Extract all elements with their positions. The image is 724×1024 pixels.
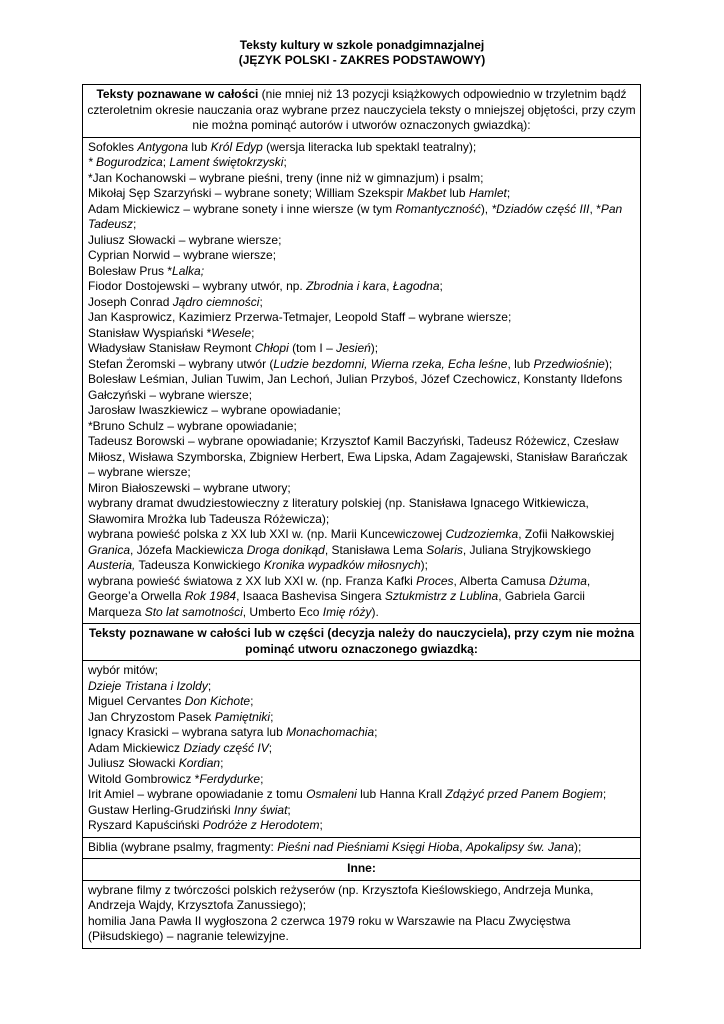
list-item-title: Lalka;	[172, 263, 205, 278]
list-item-text: wybrane filmy z twórczości polskich reżyserów (np. Krzysztofa Kieślowskiego, Andrzeja Munka,	[88, 882, 594, 897]
list-item-text: , Stanisława Lema	[324, 542, 427, 557]
list-item-text: Stanisław Wyspiański *	[88, 325, 212, 340]
list-item-text: Adam Mickiewicz	[88, 740, 184, 755]
list-item-text: Irit Amiel – wybrane opowiadanie z tomu	[88, 787, 307, 801]
section4-header	[83, 858, 640, 880]
list-item	[88, 248, 635, 264]
list-item-text: Jarosław Iwaszkiewicz – wybrane opowiadanie;	[88, 403, 341, 417]
list-item-title: Pamiętniki	[214, 709, 271, 724]
list-item-text: ;	[259, 294, 263, 309]
list-item-text: , Gabriela Garcii	[498, 589, 585, 603]
list-item-text: ;	[439, 279, 443, 293]
list-item-title: Ferdydurke	[199, 771, 261, 786]
list-item	[88, 694, 635, 710]
list-item-text: ).	[371, 604, 379, 619]
list-item	[88, 403, 635, 419]
list-item	[88, 679, 635, 695]
list-item-title: Apokalipsy św. Jana	[465, 839, 575, 854]
list-item-text: ,	[386, 279, 393, 293]
list-item-title: Zbrodnia i kara	[306, 279, 387, 293]
list-item-title: Droga donikąd	[246, 542, 325, 557]
list-item	[88, 171, 635, 187]
list-item-text: Joseph Conrad	[88, 294, 173, 309]
list-item-text: , Umberto Eco	[242, 604, 323, 619]
list-item-title: Osmaleni	[306, 787, 357, 801]
list-item	[88, 140, 635, 156]
list-item-title: Romantyczność	[395, 201, 481, 216]
list-item-text: ;	[220, 756, 224, 770]
list-item-text: , Juliana Stryjkowskiego	[462, 542, 591, 557]
list-item-title: Solaris	[426, 542, 463, 557]
list-item-text: ;	[162, 155, 170, 169]
list-item-text: Andrzeja Wajdy, Krzysztofa Zanussiego);	[88, 898, 307, 912]
list-item-title: Król Edyp	[210, 139, 263, 154]
list-item-title: Inny świat	[234, 802, 288, 817]
list-item-text: Ryszard Kapuściński	[88, 818, 203, 832]
list-item	[88, 883, 635, 899]
section2-list	[83, 660, 640, 837]
list-item-title: Hamlet	[468, 186, 507, 200]
list-item	[88, 725, 635, 741]
list-item-title: Jesień	[336, 341, 371, 355]
list-item-text: , *	[589, 201, 601, 216]
list-item-text: Gustaw Herling-Grudziński	[88, 802, 235, 817]
list-item	[88, 818, 635, 834]
section1-header-bold: Teksty poznawane w całości	[96, 87, 259, 101]
list-item-text: );	[604, 356, 613, 371]
list-item-text: *Bruno Schulz – wybrane opowiadanie;	[88, 418, 297, 433]
list-item	[88, 388, 635, 404]
list-item-text: lub	[446, 186, 469, 200]
list-item-text: ;	[250, 694, 254, 708]
content-table	[82, 84, 641, 949]
section2-header	[83, 623, 640, 660]
list-item-text: *Jan Kochanowski – wybrane pieśni, treny (inne niż w gimnazjum) i psalm;	[88, 170, 484, 185]
list-item	[88, 341, 635, 357]
list-item	[88, 756, 635, 772]
list-item-title: Rok 1984	[184, 589, 237, 603]
list-item-text: Juliusz Słowacki – wybrane wiersze;	[88, 232, 282, 247]
list-item-title: Łagodna	[392, 279, 440, 293]
list-item-text: wybrany dramat dwudziestowieczny z literatury polskiej (np. Stanisława Ignacego Witkiewicza,	[88, 496, 589, 510]
list-item-text: ;	[251, 325, 255, 340]
list-item-title: Makbet	[406, 186, 447, 200]
list-item-title: Kronika wypadków miłosnych	[263, 558, 421, 572]
list-item-text: (tom I –	[288, 341, 337, 355]
list-item-title: * Bogurodzica	[88, 155, 163, 169]
list-item-text: George’a Orwella	[88, 589, 185, 603]
list-item-title: Imię róży	[322, 604, 372, 619]
list-item-text: ;	[132, 217, 137, 231]
list-item-title: Cudzoziemka	[445, 527, 519, 541]
list-item-title: Dziady część IV	[183, 740, 269, 755]
list-item-title: Monachomachia	[286, 725, 375, 739]
list-item	[88, 217, 635, 233]
list-item-text: );	[420, 558, 428, 572]
list-item-text: ;	[374, 725, 378, 739]
list-item-text: Bolesław Leśmian, Julian Tuwim, Jan Lechoń, Julian Przyboś, Józef Czechowicz, Konstanty Ildefons	[88, 372, 623, 386]
list-item-text: Miguel Cervantes	[88, 694, 185, 708]
list-item-title: Sztukmistrz z Lublina	[384, 589, 499, 603]
list-item-title: Pieśni nad Pieśniami Księgi Hioba	[277, 839, 460, 854]
list-item-title: Jądro ciemności	[172, 294, 260, 309]
list-item-text: ;	[506, 186, 511, 200]
list-item-text: Adam Mickiewicz – wybrane sonety i inne wiersze (w tym	[88, 201, 396, 216]
list-item-title: Austeria,	[88, 558, 136, 572]
list-item-text: , Józefa Mackiewicza	[130, 542, 247, 557]
list-item-text: , Zofii Nałkowskiej	[518, 527, 615, 541]
section2-header-bold: Teksty poznawane w całości lub w części (decyzja należy do nauczyciela), przy czym nie można pominąć utworu oznaczonego gwiazdką:	[88, 626, 635, 656]
list-item	[88, 496, 635, 512]
list-item-title: Ludzie bezdomni, Wierna rzeka, Echa leśne	[273, 356, 508, 371]
list-item	[88, 840, 635, 856]
list-item	[88, 589, 635, 605]
list-item-text: ;	[207, 678, 212, 693]
list-item-text: ;	[283, 155, 287, 169]
list-item-text: ;	[268, 740, 273, 755]
list-item	[88, 803, 635, 819]
list-item-text: ),	[480, 201, 492, 216]
section1-header-text: (nie mniej niż 13 pozycji książkowych odpowiednio w trzyletnim bądź czteroletnim okresie nauczania oraz wybrane przez nauczyciela teksty o mniejszej objętości, przy czym nie można pominąć autorów i utworów oznaczonych gwiazdką):	[87, 87, 636, 132]
list-item	[88, 710, 635, 726]
list-item	[88, 543, 635, 559]
list-item-text: (wersja literacka lub spektakl teatralny);	[262, 139, 477, 154]
list-item-title: Tadeusz	[88, 217, 133, 231]
list-item	[88, 295, 635, 311]
list-item	[88, 663, 635, 679]
list-item-text: Ignacy Krasicki – wybrana satyra lub	[88, 725, 287, 739]
list-item-text: , Alberta Camusa	[453, 573, 549, 588]
list-item-title: Dżuma	[548, 573, 587, 588]
list-item	[88, 450, 635, 466]
list-item	[88, 914, 635, 930]
list-item-text: ;	[602, 787, 607, 801]
list-item-title: Proces	[416, 573, 454, 588]
list-item-text: Jan Chryzostom Pasek	[88, 709, 215, 724]
list-item-title: Podróże z Herodotem	[202, 818, 320, 832]
section3-list	[83, 837, 640, 859]
list-item-text: Cyprian Norwid – wybrane wiersze;	[88, 248, 277, 262]
list-item-text: Gałczyński – wybrane wiersze;	[88, 387, 253, 402]
list-item-text: Stefan Żeromski – wybrany utwór (	[88, 356, 274, 371]
list-item	[88, 741, 635, 757]
list-item-text: Marqueza	[88, 604, 145, 619]
list-item	[88, 310, 635, 326]
list-item	[88, 434, 635, 450]
list-item	[88, 929, 635, 945]
list-item-text: ,	[586, 573, 591, 588]
list-item	[88, 419, 635, 435]
list-item	[88, 357, 635, 373]
list-item	[88, 202, 635, 218]
list-item	[88, 481, 635, 497]
list-item-text: – wybrane wiersze;	[88, 465, 191, 479]
list-item	[88, 465, 635, 481]
section4-header-bold: Inne:	[347, 861, 376, 875]
list-item-text: ;	[260, 771, 264, 786]
list-item	[88, 326, 635, 342]
list-item-text: );	[574, 839, 582, 854]
list-item	[88, 279, 635, 295]
list-item-text: (Piłsudskiego) – nagranie telewizyjne.	[88, 929, 289, 943]
list-item-text: , lub	[507, 356, 534, 371]
document-subtitle: (JĘZYK POLSKI - ZAKRES PODSTAWOWY)	[238, 53, 486, 67]
list-item	[88, 605, 635, 621]
list-item	[88, 155, 635, 171]
list-item-title: Chłopi	[254, 341, 289, 355]
list-item-text: Sławomira Mrożka lub Tadeusza Różewicza);	[88, 511, 330, 526]
list-item-title: Zdążyć przed Panem Bogiem	[445, 787, 603, 801]
list-item-title: Kordian	[178, 756, 221, 770]
list-item-text: wybrana powieść polska z XX lub XXI w. (np. Marii Kuncewiczowej	[88, 527, 446, 541]
list-item-text: wybór mitów;	[88, 663, 159, 677]
list-item-title: Granica	[88, 542, 131, 557]
list-item-text: ;	[287, 802, 291, 817]
list-item-text: Władysław Stanisław Reymont	[88, 341, 255, 355]
list-item	[88, 898, 635, 914]
list-item-title: Antygona	[137, 139, 189, 154]
list-item	[88, 264, 635, 280]
list-item-text: Miłosz, Wisława Szymborska, Zbigniew Herbert, Ewa Lipska, Adam Zagajewski, Stanisław Barańczak	[88, 449, 628, 464]
list-item-text: ;	[319, 818, 323, 832]
list-item-text: Sofokles	[88, 139, 138, 154]
list-item-text: Witold Gombrowicz *	[88, 771, 200, 786]
list-item-title: Sto lat samotności	[144, 604, 243, 619]
section4-list	[83, 880, 640, 948]
list-item	[88, 772, 635, 788]
list-item-title: Lament świętokrzyski	[169, 155, 284, 169]
list-item-text: homilia Jana Pawła II wygłoszona 2 czerwca 1979 roku w Warszawie na Placu Zwycięstwa	[88, 913, 571, 928]
list-item-text: wybrana powieść światowa z XX lub XXI w. (np. Franza Kafki	[88, 573, 417, 588]
list-item-text: ,	[459, 839, 466, 854]
list-item-text: Jan Kasprowicz, Kazimierz Przerwa-Tetmajer, Leopold Staff – wybrane wiersze;	[88, 310, 512, 324]
list-item-title: Przedwiośnie	[533, 356, 605, 371]
list-item	[88, 558, 635, 574]
section1-list	[83, 137, 640, 624]
list-item-text: Bolesław Prus *	[88, 263, 173, 278]
list-item	[88, 186, 635, 202]
list-item-title: Wesele	[211, 325, 252, 340]
list-item-title: Dzieje Tristana i Izoldy	[88, 678, 208, 693]
list-item-text: Tadeusza Konwickiego	[135, 558, 264, 572]
list-item-text: Fiodor Dostojewski – wybrany utwór, np.	[88, 279, 307, 293]
list-item-text: lub Hanna Krall	[356, 787, 446, 801]
section1-header	[83, 85, 640, 137]
list-item-title: *Dziadów część III	[491, 201, 590, 216]
document-title: Teksty kultury w szkole ponadgimnazjalnej	[239, 38, 485, 52]
list-item-text: ;	[270, 709, 274, 724]
list-item-text: Miron Białoszewski – wybrane utwory;	[88, 480, 291, 495]
list-item	[88, 527, 635, 543]
list-item-text: , Isaaca Bashevisa Singera	[236, 589, 385, 603]
list-item	[88, 787, 635, 803]
list-item	[88, 512, 635, 528]
list-item-text: Biblia (wybrane psalmy, fragmenty:	[88, 839, 278, 854]
list-item-title: Pan	[600, 201, 623, 216]
list-item-text: Tadeusz Borowski – wybrane opowiadanie; Krzysztof Kamil Baczyński, Tadeusz Różewicz, Czesław	[88, 434, 619, 448]
list-item-text: );	[370, 341, 379, 355]
list-item	[88, 372, 635, 388]
list-item-text: Mikołaj Sęp Szarzyński – wybrane sonety; William Szekspir	[88, 186, 407, 200]
list-item-text: lub	[188, 139, 211, 154]
list-item-title: Don Kichote	[184, 694, 251, 708]
list-item-text: Juliusz Słowacki	[88, 756, 179, 770]
list-item	[88, 574, 635, 590]
list-item	[88, 233, 635, 249]
